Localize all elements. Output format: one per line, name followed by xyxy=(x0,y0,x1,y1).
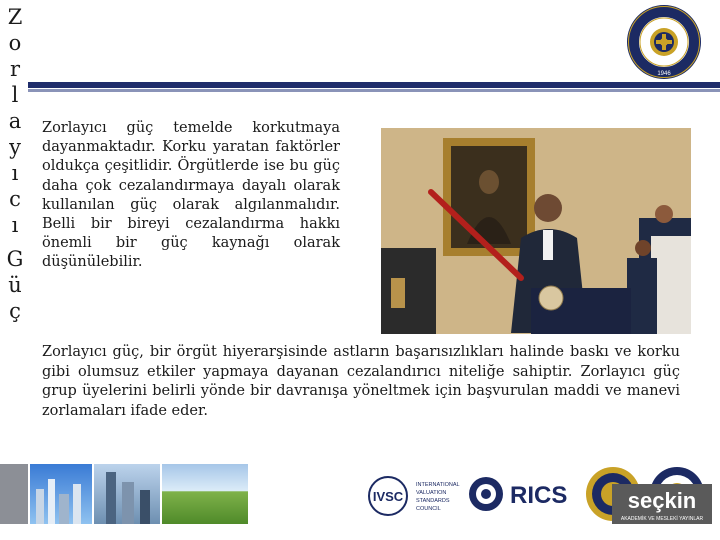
seal-year: 1946 xyxy=(657,71,671,77)
university-seal-logo xyxy=(626,4,702,80)
field-image xyxy=(162,464,248,524)
press-photo xyxy=(381,128,691,334)
ivsc-line-1: INTERNATIONAL xyxy=(416,482,460,488)
footer-banner xyxy=(0,464,720,540)
seckin-label: seçkin xyxy=(627,488,697,513)
ivsc-line-3: STANDARDS xyxy=(416,498,450,504)
title-letter: ç xyxy=(9,299,21,323)
title-letter: ı xyxy=(11,213,19,237)
slide-title-vertical xyxy=(4,4,26,324)
seckin-tagline: AKADEMİK VE MESLEKİ YAYINLAR xyxy=(620,516,704,522)
title-letter: o xyxy=(8,31,22,55)
title-letter: ü xyxy=(8,273,22,297)
rics-logo xyxy=(466,464,578,524)
paragraph-1: Zorlayıcı güç temelde korkutmaya dayanmaktadır. Korku yaratan faktörler oldukça çeşitlidir. Örgütlerde ise bu güç daha çok cezalandırmaya dayalı olarak kullanılan güç olarak algılanmalıdır. Belli bir bireyi cezalandırma hakkı önemli bir güç kaynağı olarak düşünülebilir. xyxy=(42,120,340,271)
title-letter: Z xyxy=(7,5,23,29)
ivsc-line-2: VALUATION xyxy=(416,490,447,496)
title-gap xyxy=(4,238,26,246)
footer-strip xyxy=(0,464,28,524)
seckin-logo xyxy=(612,484,712,524)
ivsc-line-4: COUNCIL xyxy=(416,506,441,512)
title-letter: y xyxy=(9,135,21,159)
title-letter: G xyxy=(6,247,24,271)
header-rule xyxy=(28,82,720,88)
rics-label: RICS xyxy=(510,482,568,509)
header-rule-light xyxy=(28,89,720,92)
paragraph-2: Zorlayıcı güç, bir örgüt hiyerarşisinde astların başarısızlıkları halinde baskı ve korku gibi olumsuz etkiler yapmaya dayanan cezalandırıcı niteliğe sahiptir. Zorlayıcı güç grup üyelerini belirli yönde bir davranışa yöneltmek için başvurulan maddi ve manevi zorlamaları ifade eder. xyxy=(42,344,680,419)
title-letter: l xyxy=(11,83,19,107)
city-image xyxy=(30,464,92,524)
title-letter: c xyxy=(9,187,21,211)
title-letter: r xyxy=(9,57,21,81)
title-letter: a xyxy=(8,109,22,133)
ivsc-logo xyxy=(360,464,464,524)
title-letter: ı xyxy=(11,161,19,185)
footer-blank xyxy=(250,464,358,524)
ivsc-label: IVSC xyxy=(372,489,404,504)
tower-image xyxy=(94,464,160,524)
